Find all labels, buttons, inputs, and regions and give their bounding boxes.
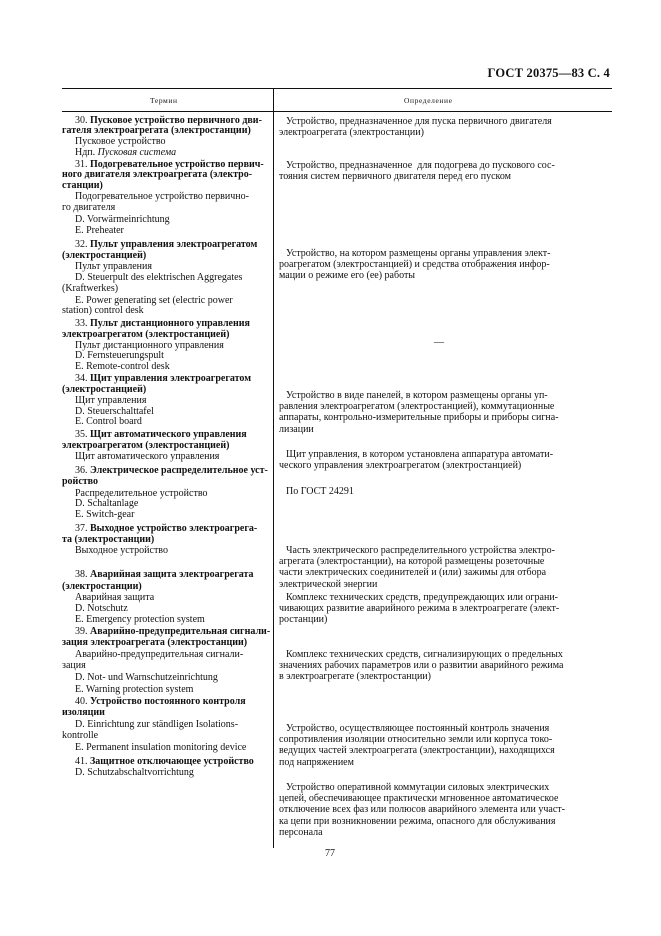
term-line: D. Not- und Warnschutzeinrichtung bbox=[75, 672, 218, 683]
definition-line: Щит управления, в котором установлена аппаратура автомати- bbox=[286, 449, 554, 460]
table-top-rule bbox=[62, 88, 612, 89]
definition-line: Устройство, предназначенное для подогрева до пускового сос- bbox=[286, 160, 555, 171]
term-line: station) control desk bbox=[62, 305, 144, 316]
term-line: Аварийная защита bbox=[75, 592, 155, 603]
term-line: Выходное устройство bbox=[75, 545, 168, 556]
header-bottom-rule bbox=[62, 111, 612, 112]
definition-line: цепей, обеспечивающее практически мгновенное автоматическое bbox=[279, 793, 559, 805]
definition-line: агрегата (электростанции), на которой размещены розеточные bbox=[279, 556, 545, 568]
definition-line: аппараты, контрольно-измерительные приборы и приборы сигна- bbox=[279, 412, 559, 424]
term-line: 40. Устройство постоянного контроля bbox=[75, 696, 246, 707]
term-line: Щит управления bbox=[75, 395, 147, 406]
term-line: Аварийно-предупредительная сигнали- bbox=[75, 649, 244, 660]
definition-line: По ГОСТ 24291 bbox=[286, 486, 354, 497]
term-line: Распределительное устройство bbox=[75, 488, 208, 499]
definition-line: лизации bbox=[279, 423, 314, 435]
definition-line: ка цепи при возникновении режима, опасного для обслуживания bbox=[279, 815, 556, 827]
term-line: D. Schaltanlage bbox=[75, 498, 139, 509]
term-line: 41. Защитное отключающее устройство bbox=[75, 756, 254, 767]
term-line: E. Switch-gear bbox=[75, 509, 135, 520]
term-line: E. Permanent insulation monitoring device bbox=[75, 742, 247, 753]
definition-line: Комплекс технических средств, предупреждающих или ограни- bbox=[286, 592, 559, 603]
definition-line: сопротивления изоляции относительно земли или корпуса токо- bbox=[279, 734, 553, 746]
term-line: 35. Щит автоматического управления bbox=[75, 429, 247, 440]
definition-line: Устройство, предназначенное для пуска первичного двигателя bbox=[286, 116, 552, 127]
term-line: Ндп. Пусковая система bbox=[75, 147, 177, 158]
term-line: Пульт дистанционного управления bbox=[75, 340, 224, 351]
term-line: зация bbox=[62, 660, 86, 671]
definition-line: ческого управления электроагрегатом (электростанцией) bbox=[279, 460, 522, 472]
term-line: гателя электроагрегата (электростанции) bbox=[62, 125, 251, 136]
definition-line: Комплекс технических средств, сигнализирующих о предельных bbox=[286, 649, 563, 660]
column-divider bbox=[273, 88, 274, 848]
term-line: изоляции bbox=[62, 707, 105, 718]
definition-line: отключение всех фаз или полюсов аварийного элемента или участ- bbox=[279, 804, 565, 816]
definition-column-header: Определение bbox=[404, 96, 453, 105]
definition-line: электроагрегата (электростанции) bbox=[279, 127, 424, 139]
definition-line: ведущих частей электроагрегата (электростанции), находящихся bbox=[279, 745, 555, 757]
term-line: kontrolle bbox=[62, 730, 99, 741]
term-line: E. Control board bbox=[75, 416, 142, 427]
definition-line: в электроагрегате (электростанции) bbox=[279, 671, 431, 683]
definition-line: персонала bbox=[279, 826, 323, 838]
definition-line: Устройство, на котором размещены органы управления элект- bbox=[286, 248, 551, 259]
term-line: D. Steuerpult des elektrischen Aggregates bbox=[75, 272, 243, 283]
definition-line: Устройство, осуществляющее постоянный контроль значения bbox=[286, 723, 550, 734]
term-line: зация электроагрегата (электростанции) bbox=[62, 637, 248, 648]
term-line: (электростанцией) bbox=[62, 384, 147, 395]
term-line: E. Emergency protection system bbox=[75, 614, 205, 625]
term-line: D. Fernsteuerungspult bbox=[75, 350, 164, 361]
term-line: Пульт управления bbox=[75, 261, 152, 272]
term-line: станции) bbox=[62, 180, 103, 191]
definition-line: ростанции) bbox=[279, 614, 328, 626]
term-line: 30. Пусковое устройство первичного дви- bbox=[75, 115, 262, 126]
term-line: 37. Выходное устройство электроагрега- bbox=[75, 523, 258, 534]
term-line: электроагрегатом (электростанцией) bbox=[62, 440, 230, 451]
page-number: 77 bbox=[325, 848, 335, 859]
definition-line: значениях рабочих параметров или о развитии аварийного режима bbox=[279, 660, 564, 672]
term-line: E. Preheater bbox=[75, 225, 124, 236]
term-line: D. Schutzabschaltvorrichtung bbox=[75, 767, 194, 778]
term-line: E. Power generating set (electric power bbox=[75, 295, 233, 306]
term-line: D. Notschutz bbox=[75, 603, 128, 614]
term-line: (Kraftwerkes) bbox=[62, 283, 119, 294]
term-line: ройство bbox=[62, 476, 99, 487]
term-line: E. Warning protection system bbox=[75, 684, 194, 695]
term-line: 36. Электрическое распределительное уст- bbox=[75, 465, 268, 476]
definition-line: Устройство оперативной коммутации силовых электрических bbox=[286, 782, 550, 793]
term-line: 33. Пульт дистанционного управления bbox=[75, 318, 250, 329]
term-line: электроагрегатом (электростанцией) bbox=[62, 329, 230, 340]
term-line: 34. Щит управления электроагрегатом bbox=[75, 373, 252, 384]
term-line: (электростанцией) bbox=[62, 250, 147, 261]
term-line: 32. Пульт управления электроагрегатом bbox=[75, 239, 258, 250]
term-line: D. Vorwärmeinrichtung bbox=[75, 214, 170, 225]
term-line: D. Steuerschalttafel bbox=[75, 406, 154, 417]
page-header: ГОСТ 20375—83 С. 4 bbox=[487, 66, 610, 80]
definition-line: Часть электрического распределительного устройства электро- bbox=[286, 545, 555, 556]
definition-line: части электрических соединителей и (или) зажимы для отбора bbox=[279, 567, 547, 579]
term-line: ного двигателя электроагрегата (электро- bbox=[62, 169, 253, 180]
definition-line: чивающих развитие аварийного режима в электроагрегате (элект- bbox=[279, 603, 560, 615]
definition-line: мации о режиме его (ее) работы bbox=[279, 270, 416, 282]
term-line: Подогревательное устройство первично- bbox=[75, 191, 249, 202]
definition-line: равления электроагрегатом (электростанцией), коммутационные bbox=[279, 401, 555, 413]
definition-line: электрической энергии bbox=[279, 578, 378, 590]
term-line: го двигателя bbox=[62, 202, 116, 213]
definition-line: роагрегатом (электростанцией) и средства отображения инфор- bbox=[279, 259, 550, 271]
term-line: 31. Подогревательное устройство первич- bbox=[75, 159, 264, 170]
term-line: та (электростанции) bbox=[62, 534, 155, 545]
definition-line: тояния систем первичного двигателя перед его пуском bbox=[279, 171, 512, 183]
term-line: Пусковое устройство bbox=[75, 136, 166, 147]
definition-line: Устройство в виде панелей, в котором размещены органы уп- bbox=[286, 390, 548, 401]
term-line: D. Einrichtung zur ständligen Isolations- bbox=[75, 719, 239, 730]
term-line: Щит автоматического управления bbox=[75, 451, 220, 462]
term-line: (электростанции) bbox=[62, 581, 142, 592]
definition-line: — bbox=[434, 337, 444, 348]
term-line: 38. Аварийная защита электроагрегата bbox=[75, 569, 254, 580]
definition-line: под напряжением bbox=[279, 756, 354, 768]
term-line: 39. Аварийно-предупредительная сигнали- bbox=[75, 626, 271, 637]
term-line: E. Remote-control desk bbox=[75, 361, 170, 372]
term-column-header: Термин bbox=[150, 96, 178, 105]
